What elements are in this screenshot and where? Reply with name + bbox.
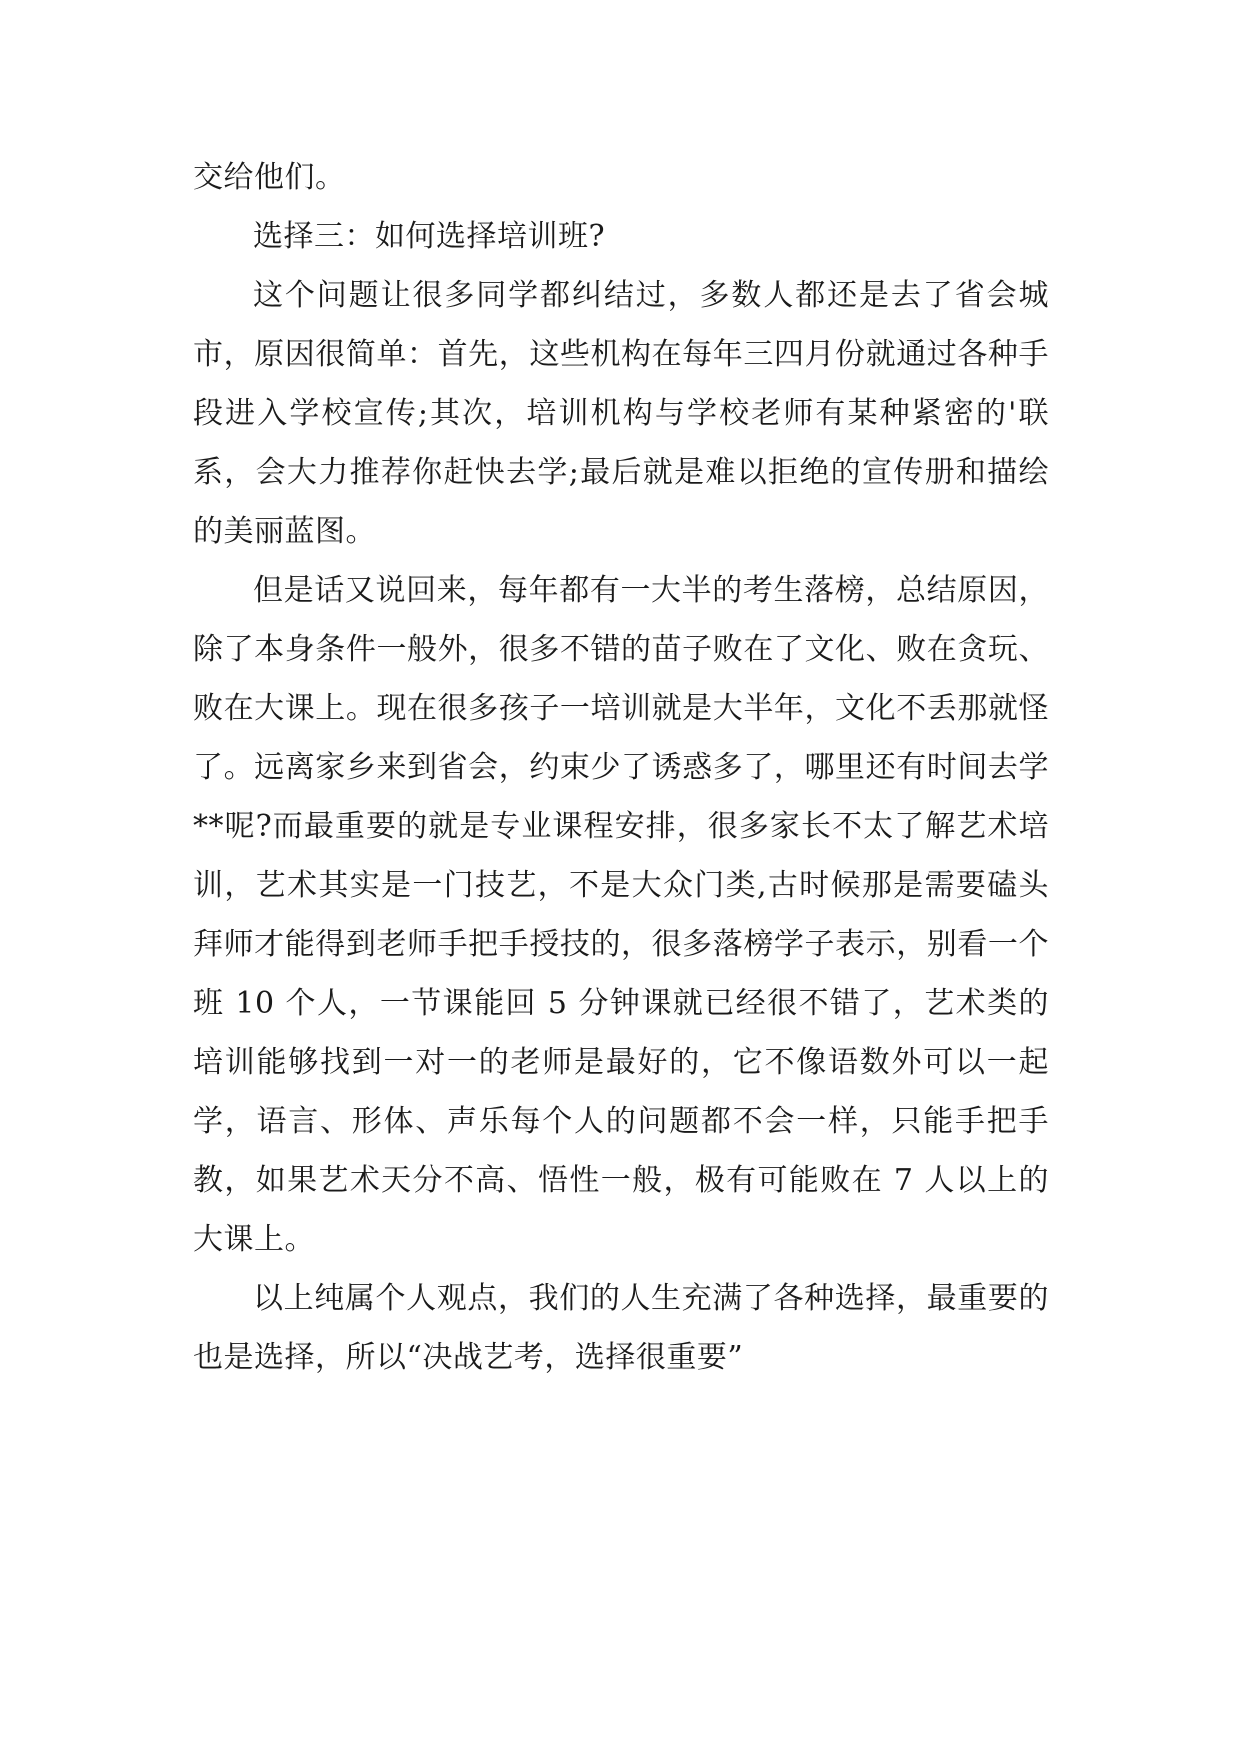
document-body	[193, 148, 1049, 1387]
paragraph: 这个问题让很多同学都纠结过，多数人都还是去了省会城市，原因很简单：首先，这些机构在每年三四月份就通过各种手段进入学校宣传;其次，培训机构与学校老师有某种紧密的'联系，会大力推荐你赶快去学;最后就是难以拒绝的宣传册和描绘的美丽蓝图。	[193, 278, 1049, 549]
paragraph: 但是话又说回来，每年都有一大半的考生落榜，总结原因，除了本身条件一般外，很多不错的苗子败在了文化、败在贪玩、败在大课上。现在很多孩子一培训就是大半年，文化不丢那就怪了。远离家乡来到省会，约束少了诱惑多了，哪里还有时间去学**呢?而最重要的就是专业课程安排，很多家长不太了解艺术培训，艺术其实是一门技艺，不是大众门类,古时候那是需要磕头拜师才能得到老师手把手授技的，很多落榜学子表示，别看一个班 10 个人，一节课能回 5 分钟课就已经很不错了，艺术类的培训能够找到一对一的老师是最好的，它不像语数外可以一起学，语言、形体、声乐每个人的问题都不会一样，只能手把手教，如果艺术天分不高、悟性一般，极有可能败在 7 人以上的大课上。	[193, 573, 1049, 1257]
paragraph-continuation: 交给他们。	[193, 160, 346, 195]
paragraph: 以上纯属个人观点，我们的人生充满了各种选择，最重要的也是选择，所以“决战艺考，选择很重要”	[193, 1281, 1049, 1375]
section-heading: 选择三：如何选择培训班?	[253, 219, 606, 254]
